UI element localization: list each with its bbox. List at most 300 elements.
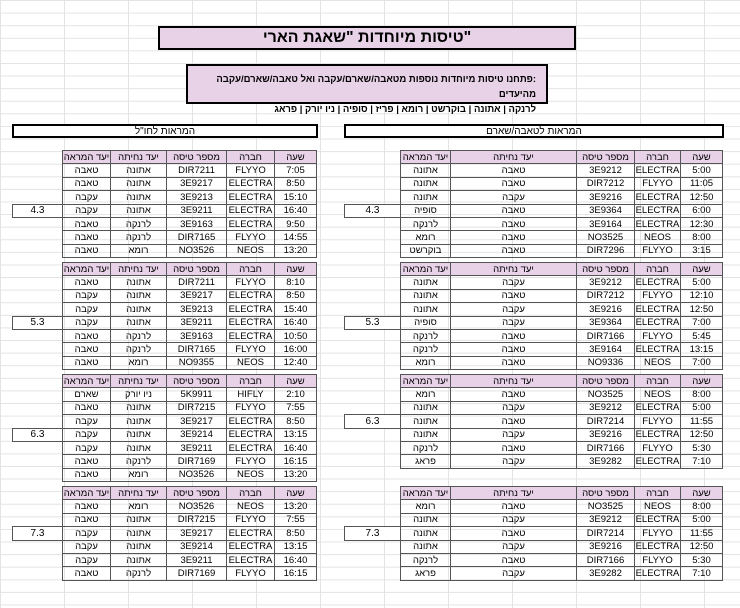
table-cell: 13:20 [275,244,317,257]
table-cell: DIR7214 [577,415,635,428]
table-cell: 8:00 [681,500,723,513]
table-cell: 16:40 [275,316,317,329]
table-cell: אתונה [111,513,167,526]
table-cell: אתונה [111,164,167,177]
table-cell: עקבה [63,441,111,454]
arrivals-table-4.3 [344,150,723,258]
table-cell: NO3526 [167,244,227,257]
table-row [345,567,723,580]
table-cell: 5K9911 [167,388,227,401]
column-header: יעד נחיתה [451,263,577,276]
table-cell: טאבה [451,527,577,540]
table-cell: טאבה [63,217,111,230]
column-header: יעד המראה [401,487,451,500]
date-label: 7.3 [13,527,63,540]
table-cell: 7:55 [275,401,317,414]
table-cell: אתונה [111,401,167,414]
blank-cell [13,356,63,369]
table-row [13,316,317,329]
table-cell: טאבה [63,455,111,468]
table-cell: עקבה [63,415,111,428]
table-cell: טאבה [451,177,577,190]
table-cell: 14:55 [275,231,317,244]
table-cell: 13:15 [681,343,723,356]
table-cell: DIR7296 [577,244,635,257]
table-cell: ELECTRA [635,568,680,580]
table-row [13,553,317,566]
table-cell: אתונה [111,191,167,204]
table-cell: טאבה [63,164,111,177]
table-cell: NO3525 [577,388,635,401]
blank-cell [13,164,63,177]
table-cell: 3E9217 [167,415,227,428]
table-cell: 11:55 [681,415,723,428]
table-cell: לרנקה [401,553,451,566]
table-cell: ELECTRA [227,289,275,302]
table-cell: NO3525 [577,500,635,513]
table-row [345,441,723,454]
table-row [13,415,317,428]
blank-cell [13,375,63,388]
blank-cell [345,401,401,414]
table-cell: 3E9212 [577,164,635,177]
table-cell: רומא [111,500,167,513]
table-cell: ניו יורק [111,388,167,401]
table-row [345,343,723,356]
table-cell: לרנקה [111,567,167,580]
table-cell: טאבה [451,217,577,230]
info-line-1: :פתחנו טיסות מיוחדות נוספות מטאבה/שארם/עקבה ואל טאבה/שארם/עקבה מהיעדים [216,74,536,100]
blank-cell [345,540,401,553]
column-header: חברה [635,487,681,500]
table-cell: 7:00 [681,356,723,369]
column-header: יעד המראה [401,263,451,276]
table-cell: טאבה [63,513,111,526]
table-cell: רומא [111,244,167,257]
table-header-row [345,151,723,164]
column-header: חברה [227,151,275,164]
table-cell: 8:10 [275,276,317,289]
table-cell: פראג [401,455,451,468]
table-cell: סופיה [401,316,451,329]
table-cell: אתונה [111,415,167,428]
table-cell: ELECTRA [227,428,275,441]
column-header: שעה [275,375,317,388]
column-header: שעה [681,151,723,164]
departures-table-6.3 [12,374,317,482]
table-cell: טאבה [451,164,577,177]
table-cell: אתונה [111,303,167,316]
column-header: יעד נחיתה [111,263,167,276]
table-cell: 3E9216 [577,428,635,441]
table-cell: טאבה [451,500,577,513]
table-row [13,164,317,177]
table-cell: אתונה [401,177,451,190]
blank-cell [13,567,63,580]
column-header: מספר טיסה [167,263,227,276]
table-cell: טאבה [63,244,111,257]
table-cell: 11:55 [681,527,723,540]
table-row [345,244,723,257]
table-cell: 3E9212 [577,513,635,526]
column-header: מספר טיסה [577,375,635,388]
table-cell: אתונה [401,289,451,302]
table-cell: 11:05 [681,177,723,190]
table-cell: ELECTRA [227,553,275,566]
table-cell: טאבה [451,441,577,454]
table-cell: FLYYO [227,276,275,289]
table-cell: 8:50 [275,177,317,190]
table-cell: רומא [401,356,451,369]
table-cell: 3E9212 [577,401,635,414]
blank-cell [345,289,401,302]
column-header: יעד נחיתה [451,487,577,500]
table-cell: 15:40 [275,303,317,316]
table-cell: אתונה [111,276,167,289]
table-cell: DIR7212 [577,289,635,302]
table-cell: רומא [401,500,451,513]
table-cell: 3E9364 [577,316,635,329]
blank-cell [345,231,401,244]
table-row [345,455,723,468]
arrivals-table-5.3 [344,262,723,370]
blank-cell [13,500,63,513]
table-cell: ELECTRA [227,540,275,553]
date-label: 5.3 [13,316,63,329]
blank-cell [13,553,63,566]
table-row [13,500,317,513]
table-cell: טאבה [63,276,111,289]
table-cell: 8:00 [681,388,723,401]
table-cell: DIR7214 [577,527,635,540]
blank-cell [345,164,401,177]
column-header: יעד המראה [63,375,110,387]
table-cell: אתונה [401,540,451,553]
table-cell: 16:40 [275,441,317,454]
table-row [345,289,723,302]
table-cell: לרנקה [401,217,451,230]
table-cell: NO3525 [577,231,635,244]
table-cell: רומא [111,356,167,369]
table-cell: FLYYO [635,289,681,302]
table-row [13,343,317,356]
column-header: יעד המראה [63,487,110,499]
table-cell: 5:45 [681,329,723,342]
table-row [13,217,317,230]
table-cell: 8:00 [681,231,723,244]
table-cell: 3E9211 [167,553,227,566]
table-cell: 3E9216 [577,303,635,316]
table-cell: אתונה [111,527,167,540]
table-cell: לרנקה [111,455,167,468]
blank-cell [345,177,401,190]
blank-cell [13,217,63,230]
blank-cell [345,388,401,401]
table-cell: 9:50 [275,217,317,230]
table-cell: ELECTRA [635,514,680,526]
table-row [345,500,723,513]
table-row [345,191,723,204]
table-cell: 8:50 [275,289,317,302]
table-cell: HIFLY [227,388,275,401]
table-cell: עקבה [63,540,111,553]
table-row [13,455,317,468]
table-cell: ELECTRA [635,541,680,553]
blank-cell [345,329,401,342]
table-cell: 3E9164 [577,343,635,356]
table-cell: 3E9163 [167,329,227,342]
table-cell: עקבה [63,316,111,329]
table-cell: 16:40 [275,553,317,566]
table-row [13,276,317,289]
blank-cell [13,276,63,289]
table-cell: 3E9214 [167,540,227,553]
table-cell: FLYYO [227,455,275,468]
table-cell: עקבה [451,303,577,316]
table-cell: 7:05 [275,164,317,177]
table-cell: DIR7166 [577,329,635,342]
table-cell: פראג [401,567,451,580]
table-cell: אתונה [111,204,167,217]
table-cell: 6:00 [681,204,723,217]
blank-cell [345,455,401,468]
table-row [345,303,723,316]
table-cell: ELECTRA [635,429,680,441]
table-cell: אתונה [111,441,167,454]
blank-cell [345,567,401,580]
table-cell: טאבה [63,231,111,244]
table-cell: טאבה [451,329,577,342]
table-cell: ELECTRA [227,527,275,540]
table-cell: 13:15 [275,428,317,441]
table-cell: ELECTRA [227,303,275,316]
table-cell: ELECTRA [635,165,680,177]
blank-cell [13,401,63,414]
blank-cell [13,303,63,316]
table-cell: רומא [401,231,451,244]
table-row [345,401,723,414]
blank-cell [13,343,63,356]
table-cell: DIR7165 [167,231,227,244]
table-cell: ELECTRA [227,217,275,230]
table-row [13,191,317,204]
arrivals-table-7.3 [344,486,723,581]
table-cell: אתונה [401,401,451,414]
arrivals-header: המראות לטאבה/שארם [344,124,724,138]
table-cell: 16:15 [275,455,317,468]
table-row [345,231,723,244]
table-cell: לרנקה [401,441,451,454]
table-cell: סופיה [401,204,451,217]
table-cell: 3E9217 [167,289,227,302]
table-cell: FLYYO [227,513,275,526]
table-row [345,276,723,289]
table-cell: אתונה [401,276,451,289]
table-cell: ELECTRA [227,316,275,329]
blank-cell [345,276,401,289]
table-row [13,513,317,526]
table-cell: FLYYO [635,527,681,540]
table-row [345,356,723,369]
table-row [13,303,317,316]
table-cell: 12:10 [681,289,723,302]
table-cell: 12:40 [275,356,317,369]
table-cell: FLYYO [635,177,681,190]
table-cell: עקבה [451,428,577,441]
table-header-row [345,487,723,500]
table-header-row [345,375,723,388]
table-cell: 8:50 [275,527,317,540]
table-cell: DIR7166 [577,441,635,454]
column-header: שעה [681,487,723,500]
table-cell: ELECTRA [227,177,275,190]
blank-cell [345,191,401,204]
table-cell: FLYYO [227,401,275,414]
blank-cell [345,356,401,369]
table-row [345,415,723,428]
table-cell: 5:00 [681,164,723,177]
table-cell: FLYYO [635,553,681,566]
table-row [13,231,317,244]
table-cell: DIR7215 [167,401,227,414]
table-row [345,527,723,540]
table-cell: טאבה [451,388,577,401]
table-cell: FLYYO [635,415,681,428]
column-header: חברה [227,375,275,388]
table-cell: DIR7165 [167,343,227,356]
table-cell: 3E9282 [577,455,635,468]
table-cell: טאבה [63,343,111,356]
table-cell: NO3526 [167,468,227,481]
table-cell: 13:20 [275,468,317,481]
table-cell: 5:30 [681,441,723,454]
table-cell: עקבה [63,553,111,566]
blank-cell [13,151,63,164]
table-cell: עקבה [451,567,577,580]
blank-cell [345,500,401,513]
table-cell: NEOS [227,244,275,257]
column-header: שעה [681,375,723,388]
table-cell: עקבה [451,540,577,553]
column-header: שעה [681,263,723,276]
date-label: 6.3 [13,428,63,441]
table-cell: 3E9217 [167,177,227,190]
table-cell: אתונה [401,428,451,441]
table-cell: ELECTRA [227,204,275,217]
table-header-row [13,375,317,388]
table-cell: לרנקה [401,329,451,342]
table-cell: טאבה [451,343,577,356]
table-cell: 15:10 [275,191,317,204]
table-cell: טאבה [451,356,577,369]
table-cell: 3E9211 [167,441,227,454]
table-cell: אתונה [111,540,167,553]
table-cell: 3E9364 [577,204,635,217]
table-row [13,401,317,414]
table-cell: 16:15 [275,567,317,580]
table-cell: 7:55 [275,513,317,526]
table-row [13,356,317,369]
table-cell: FLYYO [227,231,275,244]
table-cell: לרנקה [111,231,167,244]
table-cell: טאבה [63,567,111,580]
column-header: יעד המראה [63,263,110,275]
table-cell: DIR7215 [167,513,227,526]
table-cell: NEOS [227,356,275,369]
table-cell: FLYYO [227,164,275,177]
blank-cell [345,553,401,566]
table-row [13,468,317,481]
table-cell: לרנקה [111,329,167,342]
table-cell: 3E9216 [577,191,635,204]
table-cell: NO9336 [577,356,635,369]
table-cell: 12:50 [681,303,723,316]
table-cell: אתונה [401,191,451,204]
table-cell: רומא [401,388,451,401]
table-cell: NEOS [227,468,275,481]
table-cell: 3:15 [681,244,723,257]
table-cell: 3E9213 [167,303,227,316]
blank-cell [345,441,401,454]
table-cell: עקבה [63,428,111,441]
table-cell: לרנקה [111,217,167,230]
table-cell: טאבה [451,231,577,244]
table-cell: טאבה [63,468,111,481]
column-header: יעד נחיתה [111,151,167,164]
table-cell: 3E9216 [577,540,635,553]
table-cell: 16:40 [275,204,317,217]
table-cell: לרנקה [401,343,451,356]
table-row [345,217,723,230]
departures-table-7.3 [12,486,317,581]
table-cell: 3E9214 [167,428,227,441]
table-cell: עקבה [63,527,111,540]
column-header: מספר טיסה [167,151,227,164]
table-row [13,244,317,257]
table-cell: אתונה [401,415,451,428]
table-row [345,316,723,329]
table-cell: 3E9282 [577,567,635,580]
blank-cell [345,151,401,164]
blank-cell [345,513,401,526]
table-cell: עקבה [451,401,577,414]
table-cell: FLYYO [635,329,681,342]
table-row [345,513,723,526]
column-header: שעה [275,487,317,500]
table-cell: 13:15 [275,540,317,553]
blank-cell [13,191,63,204]
table-header-row [13,263,317,276]
table-cell: טאבה [63,500,111,513]
table-cell: ELECTRA [227,329,275,342]
table-row [13,204,317,217]
table-cell: אתונה [111,289,167,302]
blank-cell [13,244,63,257]
table-row [13,540,317,553]
table-cell: FLYYO [635,244,681,257]
table-cell: 7:10 [681,455,723,468]
table-cell: בוקרשט [401,244,451,257]
table-cell: לרנקה [111,343,167,356]
table-cell: 8:50 [275,415,317,428]
table-cell: NEOS [635,500,681,513]
table-cell: 3E9213 [167,191,227,204]
table-cell: NO3526 [167,500,227,513]
column-header: חברה [227,487,275,500]
table-cell: 3E9212 [577,276,635,289]
table-cell: טאבה [451,289,577,302]
table-cell: עקבה [451,316,577,329]
